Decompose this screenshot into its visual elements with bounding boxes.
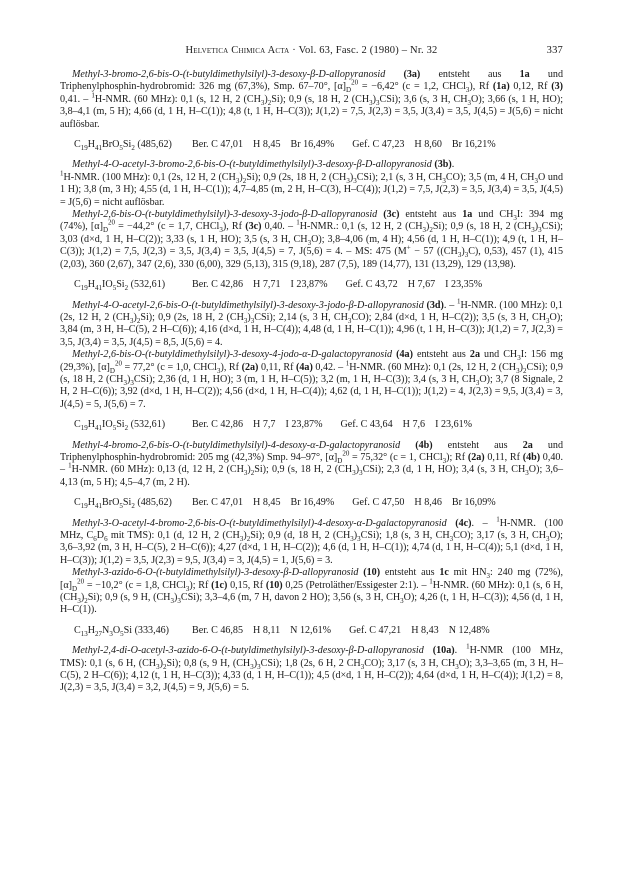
found-value: Gef. C 47,23 [352,139,405,151]
paragraph: Methyl-3-bromo-2,6-bis-O-(t-butyldimethylsilyl)-3-desoxy-β-D-allopyranosid (3a) entsteht aus 1a und Triphenylphosphin-hydrobromid: 326 mg (67,3%), Smp. 67–70°, $[\alpha]_D^{20} = -6,42^\circ$ (c = 1,2, CHCl$_3$), Rf (1a) 0,12, Rf (3) 0,41. – $^1$H-NMR. (60 MHz): 0,1 (s, 12 H, 2 $(CH_3)_2Si$); 0,9 (s, 18 H, 2 $(CH_3)_3CSi$); 3,6 (s, 3 H, $CH_3O$); 3,66 (s, 1 H, HO); 3,8–4,1 (m, 5 H); 4,66 (d, 1 H, H–C(1)); 4,8 (t, 1 H, H–C(3)); J(1,2) = 7,5, J(2,3) = 3,5, J(3,4) = 3,5, J(4,5) = J(5,6) = nicht auflösbar. [60,69,564,130]
found-value: Br 16,21% [451,139,496,151]
paragraph: Methyl-3-azido-6-O-(t-butyldimethylsilyl)-3-desoxy-β-D-allopyranosid (10) entsteht aus 1c mit $HN_3$: 240 mg (72%), $[\alpha]_D^{20} = -10,2^\circ$ (c = 1,8, CHCl$_3$); Rf (1c) 0,15, Rf (10) 0,25 (Petroläther/Essigester 2:1). – $^1$H-NMR. (60 MHz): 0,1 (s, 6 H, $(CH_3)_2Si$); 0,9 (s, 9 H, $(CH_3)_3CSi$); 3,3–4,6 (m, 7 H, davon 2 HO); 3,56 (s, 3 H, $CH_3O$); 4,26 (t, 1 H, H–C(3)); 4,56 (d, 1 H, H–C(1)). [60,567,564,616]
paragraph: Methyl-4-O-acetyl-2,6-bis-O-(t-butyldimethylsilyl)-3-desoxy-3-jodo-β-D-allopyranosid (3d). – $^1$H-NMR. (100 MHz): 0,1 (2s, 12 H, 2 $(CH_3)_2Si$); 0,9 (2s, 18 H, 2 $(CH_3)_3CSi$); 2,14 (s, 3 H, $CH_3CO$); 2,84 (d×d, 1 H, H–C(2)); 3,5 (s, 3 H, $CH_3O$); 3,84 (m, 3 H, H–C(5), 2 H–C(6)); 4,16 (d×d, 1 H, H–C(4)); 4,48 (d, 1 H, H–C(1)); 4,96 (t, 1 H, H–C(3)); J(1,2) = 7, J(2,3) = 3,5, J(3,4) = 3,5, J(4,5) = 8,5, J(5,6) = 4. [60,297,563,348]
elemental-analysis [74,139,563,151]
calculated-value: Ber. C 47,01 [192,497,244,509]
calculated-value: Ber. C 42,86 [192,419,244,431]
paragraph: Methyl-3-O-acetyl-4-bromo-2,6-bis-O-(t-butyldimethylsilyl)-4-desoxy-α-D-galactopyranosid (4c). – $^1$H-NMR. (100 MHz, $C_6D_6$ mit TMS): 0,1 (d, 12 H, 2 $(CH_3)_2Si$); 0,9 (d, 18 H, 2 $(CH_3)_3CSi$); 1,8 (s, 3 H, $CH_3CO$); 3,17 (s, 3 H, $CH_3O$); 3,6–3,92 (m, 3 H, H–C(5), 2 H–C(6)); 4,27 (d×d, 1 H, H–C(2)); 4,6 (d, 1 H, H–C(1)); 4,74 (d, 1 H, H–C(4)); 5,1 (d×d, 1 H, H–C(3)); J(1,2) = 3,5, J(2,3) = 9,5, J(3,4) = 3, J(4,5) = 1, J(5,6) = 3. [60,515,563,566]
found-value: Gef. C 43,72 [345,279,398,291]
calculated-value: H 8,45 [253,139,281,151]
found-value: Gef. C 47,21 [349,624,402,636]
body-text [60,69,563,695]
paragraph: Methyl-2,6-bis-O-(t-butyldimethylsilyl)-3-desoxy-4-jodo-α-D-galactopyranosid (4a) entsteht aus 2a und $CH_3I$: 156 mg (29,3%), $[\alpha]_D^{20} = 77,2^\circ$ (c = 1,0, CHCl$_3$), Rf (2a) 0,11, Rf (4a) 0,42. – $^1$H-NMR. (60 MHz): 0,1 (2s, 12 H, 2 $(CH_3)_2CSi$); 0,9 (s, 18 H, 2 $(CH_3)_3CSi$); 2,36 (d, 1 H, HO); 3 (m, 1 H, H–C(5)); 3,2 (m, 1 H, H–C(3)); 3,4 (s, 3 H, $CH_3O$); 3,7 (8 Signale, 2 H, 2 H–C(6)); 3,92 (d×d, 1 H, H–C(2)); 4,56 (d×d, 1 H, H–C(4)); 4,62 (d, 1 H, H–C(1)); J(1,2) = 4, J(2,3) = 9,5, J(3,4) = 3, J(4,5) = 5, J(5,6) = 7. [60,349,563,410]
molecular-formula: $C_{19}H_{41}IO_5Si_2$ (532,61) [74,419,166,433]
calculated-value: N 12,61% [290,624,332,636]
calculated-value: Br 16,49% [290,497,335,509]
calculated-value: Ber. C 42,86 [192,279,244,291]
header-separator: · [292,45,299,56]
calculated-value: H 8,45 [253,497,281,509]
journal-title: Helvetica Chimica Acta [185,45,290,56]
calculated-value: Ber. C 46,85 [192,624,244,636]
paragraph: Methyl-4-O-acetyl-3-bromo-2,6-bis-O-(t-butyldimethylsilyl)-3-desoxy-β-D-allopyranosid (3b). [72,159,455,171]
calculated-value: H 7,71 [253,279,281,291]
elemental-analysis [74,625,563,637]
paragraph: Methyl-4-bromo-2,6-bis-O-(t-butyldimethylsilyl)-4-desoxy-α-D-galactopyranosid (4b) entsteht aus 2a und Triphenylphosphin-hydrobromid: 205 mg (42,3%) Smp. 94–97°, $[\alpha]_D^{20} = 75,32^\circ$ (c = 1, CHCl$_3$); Rf (2a) 0,11, Rf (4b) 0,40. – $^1$H-NMR. (60 MHz): 0,13 (d, 12 H, 2 $(CH_3)_2Si$); 0,9 (s, 18 H, 2 $(CH_3)_3CSi$); 2,3 (d, 1 H, HO); 3,4 (s, 3 H, $CH_3O$); 3,6–4,13 (m, 5 H); 4,5–4,7 (m, 2 H). [60,439,564,488]
found-value: Gef. C 43,64 [340,419,393,431]
paragraph: $^1$H-NMR. (100 MHz): 0,1 (2s, 12 H, 2 $(CH_3)_2Si$); 0,9 (2s, 18 H, 2 $(CH_3)_3CSi$); 2,1 (s, 3 H, $CH_3CO$); 3,5 (m, 4 H, $CH_3O$ und 1 H); 3,8 (m, 3 H); 4,55 (d, 1 H, H–C(1)); 4,7–4,85 (m, 2 H, H–C(3), H–C(4)); J(1,2) = 7,5, J(2,3) = 3,5, J(3,4) = 3,5, J(4,5) = J(5,6) = nicht auflösbar. [60,169,563,208]
paragraph: Methyl-2,4-di-O-acetyl-3-azido-6-O-(t-butyldimethylsilyl)-3-desoxy-β-D-allopyranosid (10a). $^1$H-NMR (100 MHz, TMS): 0,1 (s, 6 H, $(CH_3)_2Si$); 0,8 (s, 9 H, $(CH_3)_3CSi$); 1,8 (2s, 6 H, 2 $CH_3CO$); 3,17 (s, 3 H, $CH_3O$); 3,3–3,65 (m, 3 H, H–C(5), 2 H–C(6)); 4,12 (t, 1 H, H–C(3)); 4,33 (d, 1 H, H–C(1)); 4,5 (d×d, 1 H, H–C(2)); 4,64 (d×d, 1 H, H–C(4)); J(1,2) = 8, J(2,3) = 3,5, J(3,4) = 3,2, J(4,5) = 9, J(5,6) = 5. [60,642,564,694]
molecular-formula: $C_{19}H_{41}BrO_5Si_2$ (485,62) [74,139,172,153]
found-value: I 23,35% [445,279,483,291]
elemental-analysis [74,419,563,431]
found-value: H 8,43 [411,624,439,636]
elemental-analysis [74,279,563,291]
calculated-value: I 23,87% [290,279,328,291]
found-value: H 7,6 [402,419,426,431]
found-value: H 8,46 [414,497,442,509]
calculated-value: Br 16,49% [290,139,335,151]
found-value: Gef. C 47,50 [352,497,405,509]
found-value: Br 16,09% [451,497,496,509]
running-header [60,44,563,58]
found-value: N 12,48% [448,624,490,636]
calculated-value: Ber. C 47,01 [192,139,244,151]
calculated-value: H 7,7 [253,419,276,431]
molecular-formula: $C_{19}H_{41}IO_5Si_2$ (532,61) [74,279,166,293]
molecular-formula: $C_{13}H_{27}N_3O_5Si$ (333,46) [74,624,170,638]
found-value: H 8,60 [414,139,442,151]
page-number: 337 [546,45,563,56]
paragraph: Methyl-2,6-bis-O-(t-butyldimethylsilyl)-3-desoxy-3-jodo-β-D-allopyranosid (3c) entsteht aus 1a und $CH_3I$: 394 mg (74%), $[\alpha]_D^{20} = -44,2^\circ$ (c = 1,7, CHCl$_3$), Rf (3c) 0,40. – $^1$H-NMR.: 0,1 (s, 12 H, 2 $(CH_3)_2Si$); 0,9 (s, 18 H, 2 $(CH_3)_3CSi$); 3,03 (d×d, 1 H, H–C(2)); 3,33 (s, 1 H, HO); 3,5 (s, 3 H, $CH_3O$); 3,8–4,06 (m, 4 H); 4,56 (d, 1 H, H–C(1)); 4,9 (t, 1 H, H–C(3)); J(1,2) = 7,5, J(2,3) = 3,5, J(3,4) = 3,5, J(4,5) = 7, J(5,6) = 4. – MS: 475 (M+ − 57 $((CH_3)_3C)$, 0,53), 457 (1), 415 (2,03), 360 (2,67), 347 (2,6), 330 (6,00), 329 (5,13), 315 (9,18), 287 (7,5), 189 (14,77), 131 (13,29), 129 (13,98). [60,209,564,270]
found-value: H 7,67 [407,279,436,291]
found-value: I 23,61% [435,419,473,431]
volume-info: Vol. 63, Fasc. 2 (1980) – Nr. 32 [298,45,438,56]
elemental-analysis [74,497,563,509]
calculated-value: I 23,87% [285,419,323,431]
molecular-formula: $C_{19}H_{41}BrO_5Si_2$ (485,62) [74,497,172,511]
calculated-value: H 8,11 [253,624,281,636]
